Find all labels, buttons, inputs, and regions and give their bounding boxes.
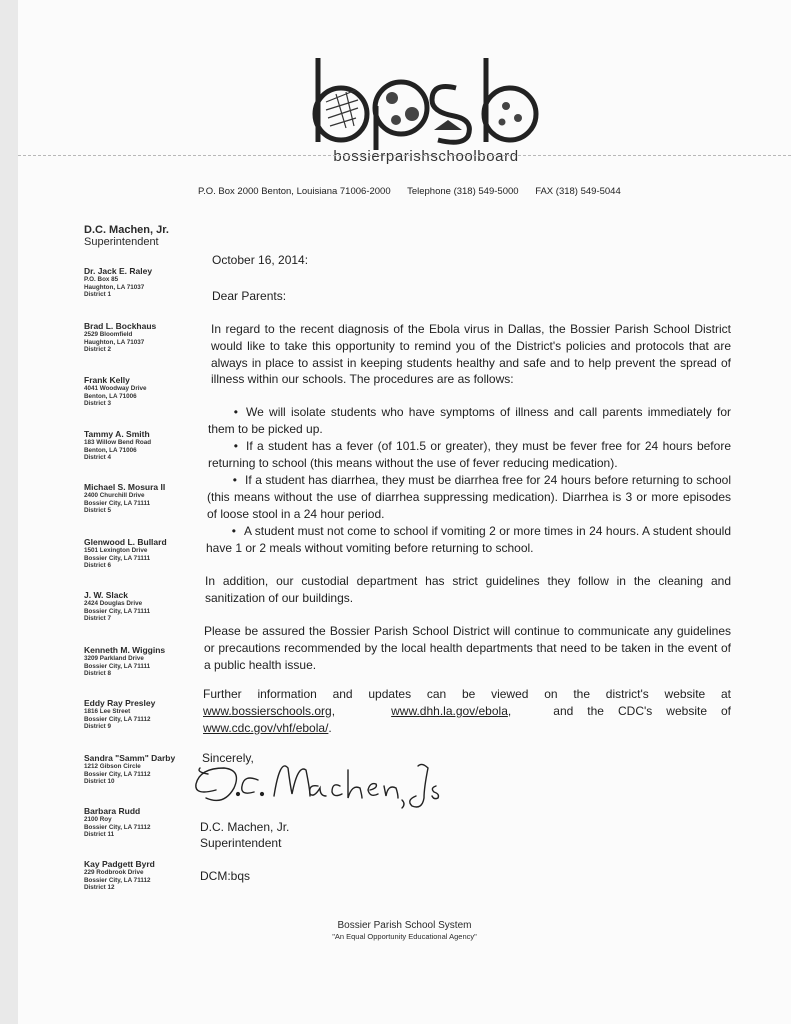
board-member-detail: District 2 (84, 346, 111, 354)
salutation: Dear Parents: (212, 289, 287, 303)
board-member-detail: Haughton, LA 71037 (84, 283, 145, 291)
board-member (84, 537, 204, 570)
board-member-detail: Bossier City, LA 71111 (84, 554, 151, 562)
letter-date: October 16, 2014: (212, 253, 309, 267)
board-member (84, 375, 204, 408)
intro-paragraph: In regard to the recent diagnosis of the Ebola virus in Dallas, the Bossier Parish School District would like to take this opportunity to remind you of the District's policies and protocols that are always in place to assist in keeping students healthy and safe and to help prevent the spread of illness within our schools. The procedures are as follows: (211, 322, 731, 387)
board-member-detail: District 10 (84, 778, 115, 786)
board-member-detail: 229 Rodbrook Drive (84, 869, 144, 876)
custodial-paragraph: In addition, our custodial department has strict guidelines they follow in the cleaning and sanitization of our buildings. (205, 574, 731, 605)
board-member-detail: Bossier City, LA 71112 (84, 876, 151, 884)
board-member-name: Brad L. Bockhaus (84, 321, 157, 331)
board-member (84, 698, 204, 731)
board-member-name: Michael S. Mosura II (84, 482, 166, 492)
board-member-name: Sandra "Samm" Darby (84, 753, 176, 763)
board-member-detail: District 1 (84, 291, 111, 299)
board-member (84, 482, 204, 515)
bullet-item: • If a student has diarrhea, they must be diarrhea free for 24 hours before returning to school (this means without the use of diarrhea suppressing medication). Diarrhea is 3 or more episodes of loose stool in a 24 hour period. (207, 473, 731, 521)
board-member (84, 859, 204, 892)
board-member-detail: 3209 Parkland Drive (84, 655, 144, 662)
logo-wordmark: bossierparishschoolboard (333, 148, 519, 165)
board-member-detail: 2400 Churchill Drive (84, 492, 145, 499)
board-members-sidebar (84, 224, 204, 892)
board-member-detail: Benton, LA 71006 (84, 446, 137, 454)
board-member-detail: Bossier City, LA 71111 (84, 499, 151, 507)
header-divider (18, 155, 791, 156)
board-member-detail: 4041 Woodway Drive (84, 385, 147, 392)
board-member-name: Barbara Rudd (84, 806, 141, 816)
contact-line (198, 186, 635, 197)
cdc-ebola-link[interactable]: www.cdc.gov/vhf/ebola/ (203, 720, 329, 735)
dhh-ebola-link[interactable]: www.dhh.la.gov/ebola (391, 703, 508, 718)
board-member (84, 590, 204, 623)
board-member-detail: District 6 (84, 562, 111, 570)
board-member-detail: Bossier City, LA 71111 (84, 662, 151, 670)
board-member-detail: 1816 Lee Street (84, 708, 131, 715)
board-member-detail: District 9 (84, 723, 111, 731)
board-member (84, 321, 204, 354)
board-member-detail: District 8 (84, 670, 111, 678)
mailing-address: P.O. Box 2000 Benton, Louisiana 71006-2000 (198, 186, 391, 197)
board-member-detail: District 12 (84, 884, 115, 892)
board-member-detail: Haughton, LA 71037 (84, 338, 145, 346)
reference-initials: DCM:bqs (200, 869, 251, 883)
signer-title: Superintendent (200, 836, 282, 850)
board-member (84, 429, 204, 462)
board-member-detail: District 3 (84, 400, 111, 408)
further-info-paragraph: Further information and updates can be viewed on the district's website at www.bossierschools.org, www.dhh.la.gov/ebola, and the CDC's website of www.cdc.gov/vhf/ebola/. (203, 687, 732, 735)
board-member-detail: Bossier City, LA 71112 (84, 823, 151, 831)
board-member-name: Eddy Ray Presley (84, 698, 156, 708)
board-member-detail: 1212 Gibson Circle (84, 763, 141, 770)
closing: Sincerely, (202, 751, 254, 765)
school-board-logo (296, 52, 546, 152)
board-member-detail: 2529 Bloomfield (84, 331, 133, 338)
superintendent-name: D.C. Machen, Jr. (84, 224, 169, 236)
board-member-name: Tammy A. Smith (84, 429, 150, 439)
board-member-name: J. W. Slack (84, 590, 128, 600)
board-member-detail: 183 Willow Bend Road (84, 439, 152, 446)
board-member-name: Frank Kelly (84, 375, 130, 385)
signer-name: D.C. Machen, Jr. (200, 820, 290, 834)
board-member-name: Glenwood L. Bullard (84, 537, 167, 547)
board-member-detail: Bossier City, LA 71112 (84, 715, 151, 723)
board-member (84, 645, 204, 678)
board-member-detail: 1501 Lexington Drive (84, 547, 148, 554)
board-member (84, 806, 204, 839)
telephone: Telephone (318) 549-5000 (407, 186, 519, 197)
footer-tagline: "An Equal Opportunity Educational Agency" (332, 932, 477, 941)
footer-org: Bossier Parish School System (337, 920, 472, 931)
board-member (84, 266, 204, 299)
assurance-paragraph: Please be assured the Bossier Parish School District will continue to communicate any guidelines or precautions recommended by the local health departments that need to be taken in the event of a public health issue. (204, 624, 731, 672)
district-website-link[interactable]: www.bossierschools.org (203, 703, 332, 718)
board-member-name: Kay Padgett Byrd (84, 859, 155, 869)
board-member-detail: District 7 (84, 615, 111, 623)
board-member-detail: District 11 (84, 831, 115, 839)
board-member-detail: Benton, LA 71006 (84, 392, 137, 400)
board-member-detail: District 4 (84, 454, 111, 462)
fax: FAX (318) 549-5044 (535, 186, 621, 197)
superintendent-title: Superintendent (84, 236, 159, 248)
board-member-name: Kenneth M. Wiggins (84, 645, 166, 655)
bullet-item: • If a student has a fever (of 101.5 or greater), they must be fever free for 24 hours before returning to school (this means without the use of fever reducing medication). (208, 439, 731, 470)
letter-page (18, 0, 791, 1024)
bullet-item: • We will isolate students who have symptoms of illness and call parents immediately for them to be picked up. (208, 405, 731, 436)
board-member-detail: 2100 Roy (84, 816, 112, 823)
board-member-detail: P.O. Box 85 (84, 276, 119, 283)
board-member (84, 753, 204, 786)
board-member-detail: Bossier City, LA 71111 (84, 607, 151, 615)
board-member-name: Dr. Jack E. Raley (84, 266, 153, 276)
handwritten-signature (188, 752, 458, 812)
board-member-detail: Bossier City, LA 71112 (84, 770, 151, 778)
board-member-detail: 2424 Douglas Drive (84, 600, 143, 607)
bullet-item: • A student must not come to school if vomiting 2 or more times in 24 hours. A student should have 1 or 2 meals without vomiting before returning to school. (206, 524, 731, 555)
board-member-detail: District 5 (84, 507, 111, 515)
